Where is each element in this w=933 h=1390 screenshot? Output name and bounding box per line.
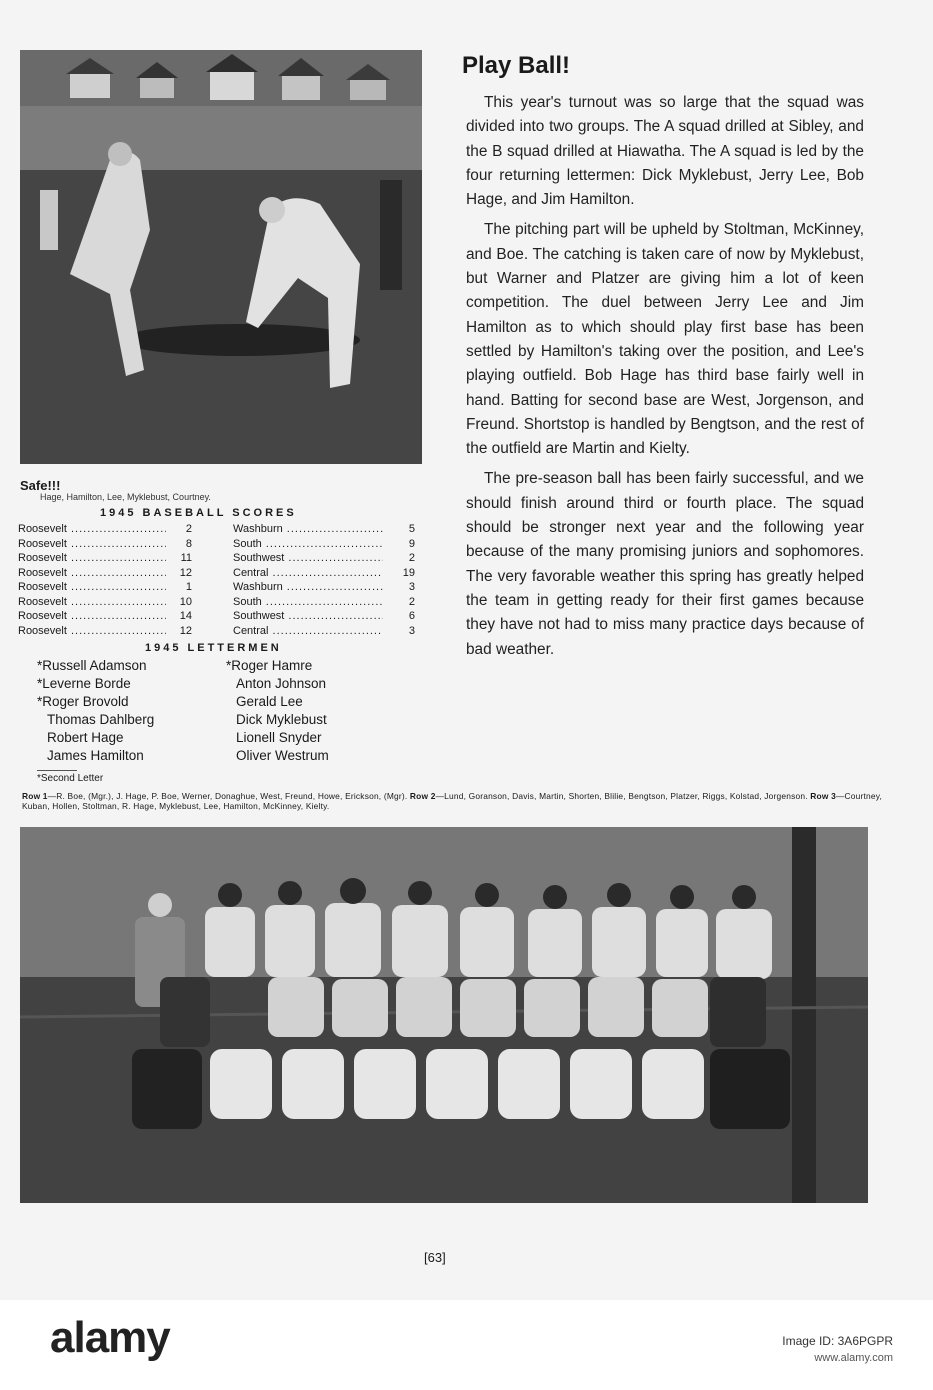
score-opponent: Washburn ..... (233, 522, 383, 537)
letterman-name: Lionell Snyder (236, 730, 322, 745)
score-opponent-value: 2 (408, 595, 415, 608)
photo-caption-title: Safe!!! (20, 478, 61, 493)
score-opponent: South ..... (233, 595, 383, 610)
score-value: 8 (185, 537, 192, 550)
score-row (18, 595, 418, 610)
article-paragraph: This year's turnout was so large that the squad was divided into two groups. The A squad drilled at Sibley, and the B squad drilled at Hiawatha. The A squad is led by the four returning lettermen: Dick Myklebust, Jerry Lee, Bob Hage, and Jim Hamilton. (466, 94, 864, 209)
article-paragraph: The pitching part will be upheld by Stoltman, McKinney, and Boe. The catching is taken care of now by Myklebust, but Warner and Platzer are giving him a lot of keen competition. The duel between Jerry Lee and Jim Hamilton as to which should play first base has been settled by Hamilton's taking over the position, and Lee's playing outfield. Bob Hage has third base fairly well in hand. Batting for second base are West, Jorgenson, and Freund. Shortstop is handled by Bengtson, and the rest of the outfield are Martin and Kielty. (466, 221, 864, 458)
letterman-name: Anton Johnson (236, 676, 327, 691)
score-row (18, 537, 418, 552)
watermark-url: www.alamy.com (814, 1352, 893, 1364)
score-opponent-value: 19 (402, 566, 415, 579)
score-opponent: Central ..... (233, 566, 383, 581)
letterman-name: *Roger Hamre (226, 658, 313, 673)
watermark-image-id: Image ID: 3A6PGPR (782, 1334, 893, 1348)
scores-table (18, 522, 418, 638)
score-team: Roosevelt ..... (18, 566, 166, 581)
row1-label: Row 1 (22, 791, 48, 801)
safe-play-photo (20, 50, 422, 464)
score-opponent: Southwest ..... (233, 609, 383, 624)
score-team: Roosevelt ..... (18, 624, 166, 639)
score-opponent: South ..... (233, 537, 383, 552)
score-team: Roosevelt ..... (18, 551, 166, 566)
score-value: 10 (179, 595, 192, 608)
score-opponent: Central ..... (233, 624, 383, 639)
watermark-logo: alamy (50, 1313, 170, 1362)
score-opponent-value: 3 (408, 624, 415, 637)
team-photo-caption (22, 791, 892, 811)
row3-names: —Courtney, Kuban, Hollen, Stoltman, R. Hage, Myklebust, Lee, Hamilton, McKinney, Kielty. (22, 791, 882, 811)
row3-label: Row 3 (810, 791, 836, 801)
score-value: 11 (180, 552, 192, 564)
letterman-name: James Hamilton (47, 748, 144, 763)
score-row (18, 624, 418, 639)
article-body (466, 91, 864, 668)
score-opponent-value: 5 (408, 523, 415, 535)
letterman-name: Thomas Dahlberg (47, 712, 155, 727)
score-opponent: Washburn ..... (233, 580, 383, 595)
letterman-name: Oliver Westrum (236, 748, 329, 763)
letterman-name: *Roger Brovold (37, 694, 129, 709)
score-team: Roosevelt ..... (18, 609, 166, 624)
footnote: *Second Letter (37, 773, 104, 784)
score-value: 14 (179, 610, 192, 622)
score-opponent-value: 2 (408, 552, 415, 564)
score-value: 1 (185, 581, 192, 593)
score-row (18, 609, 418, 624)
letterman-name: *Leverne Borde (37, 676, 131, 691)
row2-label: Row 2 (409, 791, 436, 801)
lettermen-right-column (226, 657, 329, 765)
score-value: 12 (179, 624, 192, 637)
article-paragraph: The pre-season ball has been fairly successful, and we should finish around third or fourth place. The squad should be stronger next year and the following year because of the many promising juniors and sophomores. The very favorable weather this spring has greatly helped the team in getting ready for their first games because they have not had to miss many practice days because of bad weather. (466, 470, 864, 658)
lettermen-left-column (37, 657, 154, 765)
score-opponent-value: 3 (408, 581, 415, 593)
letterman-name: *Russell Adamson (37, 658, 147, 673)
row2-names: —Lund, Goranson, Davis, Martin, Shorten, Blilie, Bengtson, Platzer, Riggs, Kolstad, Jorgenson. (435, 791, 808, 801)
letterman-name: Robert Hage (47, 730, 124, 745)
lettermen-heading: 1945 LETTERMEN (145, 642, 282, 654)
score-row (18, 522, 418, 537)
page-number: [63] (424, 1250, 446, 1265)
letterman-name: Gerald Lee (236, 694, 303, 709)
footnote-divider (37, 770, 77, 771)
score-row (18, 566, 418, 581)
score-value: 2 (185, 523, 192, 535)
photo-caption-names: Hage, Hamilton, Lee, Myklebust, Courtney. (40, 492, 211, 502)
article-title: Play Ball! (462, 52, 571, 79)
row1-names: —R. Boe, (Mgr.), J. Hage, P. Boe, Werner, Donaghue, West, Freund, Howe, Erickson, (Mgr). (47, 791, 408, 801)
score-opponent-value: 9 (408, 537, 415, 550)
team-photo (20, 827, 868, 1203)
score-opponent-value: 6 (408, 610, 415, 622)
letterman-name: Dick Myklebust (236, 712, 327, 727)
score-value: 12 (179, 566, 192, 579)
score-team: Roosevelt ..... (18, 522, 166, 537)
scores-heading: 1945 BASEBALL SCORES (100, 507, 297, 519)
score-row (18, 551, 418, 566)
score-team: Roosevelt ..... (18, 595, 166, 610)
score-opponent: Southwest ..... (233, 551, 383, 566)
score-row (18, 580, 418, 595)
score-team: Roosevelt ..... (18, 537, 166, 552)
score-team: Roosevelt ..... (18, 580, 166, 595)
